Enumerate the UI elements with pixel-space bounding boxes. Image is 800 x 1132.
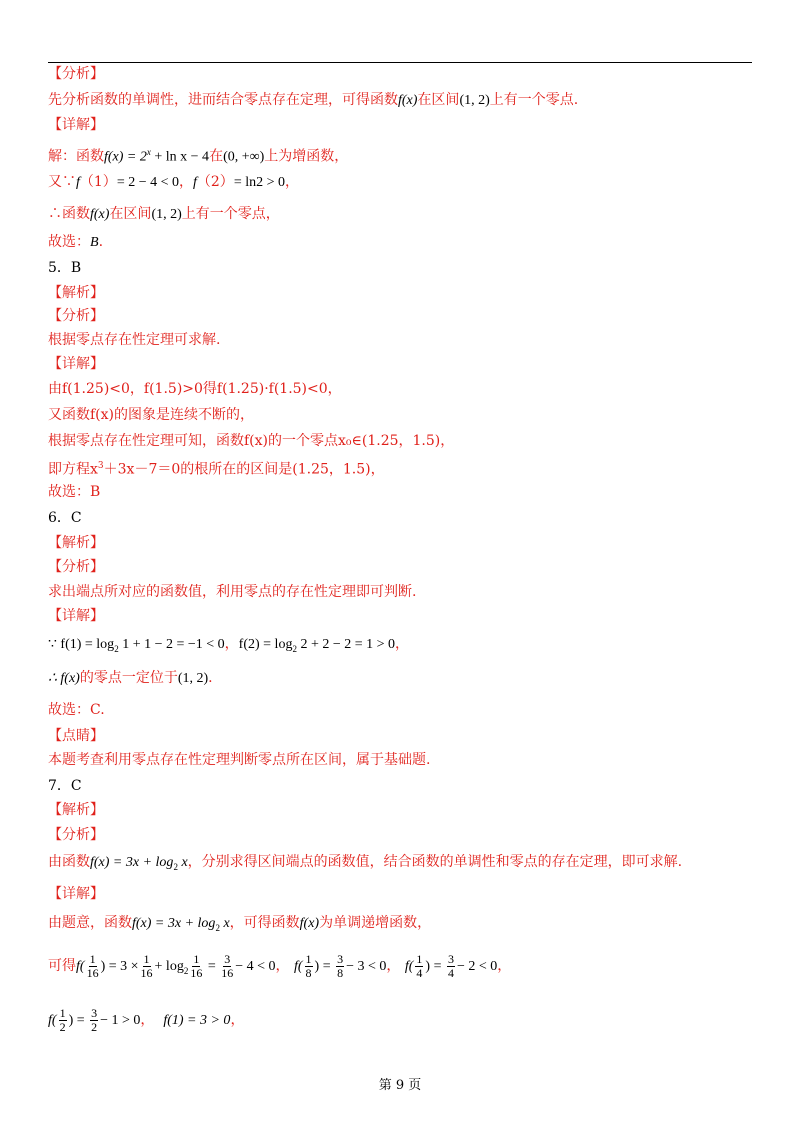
- q6-title: 6．C: [48, 510, 82, 526]
- q6-explain-heading: 【解析】: [48, 535, 104, 551]
- q4-detail-line-2: 又∵f（1）= 2 − 4 < 0，f（2）= ln2 > 0，: [48, 174, 299, 190]
- fraction: $\frac{3}{2}$: [91, 1005, 98, 1034]
- q7-analysis-text: 由函数$f(x) = 3x + \log_2 x$，分别求得区间端点的函数值，结合函数的单调性和零点的存在定理，即可求解.: [48, 854, 683, 872]
- q4-detail-line-1: 解：函数$f(x) = 2^x + \ln x - 4$在(0, +∞)上为增函数，: [48, 147, 349, 165]
- q7-detail-line-2: 可得f( $\frac{1}{16}$ ) = 3 × $\frac{1}{16}$ + $\log_2$ $\frac{1}{16}$ = $\frac{3}{16}$ − 4 < 0， f( $\frac{1}{8}$ ) = $\frac{3}{8}$ − 3 < 0， f( $\frac{1}{4}$ ) = $\frac{3}{4}$ − 2 < 0，: [48, 951, 512, 980]
- top-rule: [48, 62, 752, 63]
- q4-detail-line-3: ∴函数f(x)在区间(1, 2)上有一个零点，: [48, 206, 280, 222]
- q5-choice: 故选：B: [48, 484, 101, 500]
- q4-choice: 故选：B.: [48, 234, 104, 250]
- q6-detail-line-1: ∵ $f(1) = \log_2 1 + 1 - 2 = -1 < 0$，$f(2) = \log_2 2 + 2 - 2 = 1 > 0$，: [48, 636, 410, 654]
- q6-comment-heading: 【点睛】: [48, 728, 104, 744]
- q6-detail-line-2: ∴ f(x)的零点一定位于(1, 2).: [48, 670, 213, 686]
- q7-detail-line-3: f( $\frac{1}{2}$ ) = $\frac{3}{2}$ − 1 > 0， f(1) = 3 > 0，: [48, 1005, 245, 1034]
- fraction: $\frac{3}{4}$: [447, 951, 454, 980]
- fraction: $\frac{1}{4}$: [416, 951, 423, 980]
- q5-analysis-text: 根据零点存在性定理可求解.: [48, 332, 221, 348]
- fraction: $\frac{1}{8}$: [305, 951, 312, 980]
- fraction: $\frac{1}{16}$: [140, 951, 153, 980]
- q5-detail-line-2: 又函数f(x)的图象是连续不断的，: [48, 407, 255, 423]
- analysis-heading: 【分析】: [48, 66, 104, 82]
- fraction: $\frac{3}{8}$: [337, 951, 344, 980]
- fraction: $\frac{3}{16}$: [221, 951, 234, 980]
- q5-detail-line-1: 由f(1.25)<0，f(1.5)>0得f(1.25)·f(1.5)<0，: [48, 381, 342, 397]
- fraction: $\frac{1}{16}$: [86, 951, 99, 980]
- q5-detail-line-4: 即方程$x^3+3x-7=0$的根所在的区间是(1.25，1.5)，: [48, 461, 385, 478]
- q6-analysis-heading: 【分析】: [48, 559, 104, 575]
- q7-detail-line-1: 由题意，函数$f(x) = 3x + \log_2 x$，可得函数f(x)为单调递增函数，: [48, 915, 432, 933]
- q4-analysis-text: 先分析函数的单调性，进而结合零点存在定理，可得函数f(x)在区间(1, 2)上有一个零点.: [48, 92, 579, 108]
- q5-analysis-heading: 【分析】: [48, 308, 104, 324]
- q6-analysis-text: 求出端点所对应的函数值，利用零点的存在性定理即可判断.: [48, 584, 417, 600]
- fraction: $\frac{1}{2}$: [59, 1005, 66, 1034]
- q7-detail-heading: 【详解】: [48, 886, 104, 902]
- q6-comment-text: 本题考查利用零点存在性定理判断零点所在区间，属于基础题.: [48, 752, 431, 768]
- q7-title: 7．C: [48, 778, 82, 794]
- q6-choice: 故选：C.: [48, 702, 105, 718]
- fraction: $\frac{1}{16}$: [190, 951, 203, 980]
- detail-heading: 【详解】: [48, 117, 104, 133]
- q5-title: 5．B: [48, 260, 82, 276]
- q5-detail-line-3: 根据零点存在性定理可知，函数f(x)的一个零点x₀∈(1.25，1.5)，: [48, 433, 455, 449]
- q7-analysis-heading: 【分析】: [48, 827, 104, 843]
- q6-detail-heading: 【详解】: [48, 608, 104, 624]
- page-number: 第 9 页: [378, 1078, 422, 1093]
- q5-explain-heading: 【解析】: [48, 285, 104, 301]
- q5-detail-heading: 【详解】: [48, 356, 104, 372]
- q7-explain-heading: 【解析】: [48, 802, 104, 818]
